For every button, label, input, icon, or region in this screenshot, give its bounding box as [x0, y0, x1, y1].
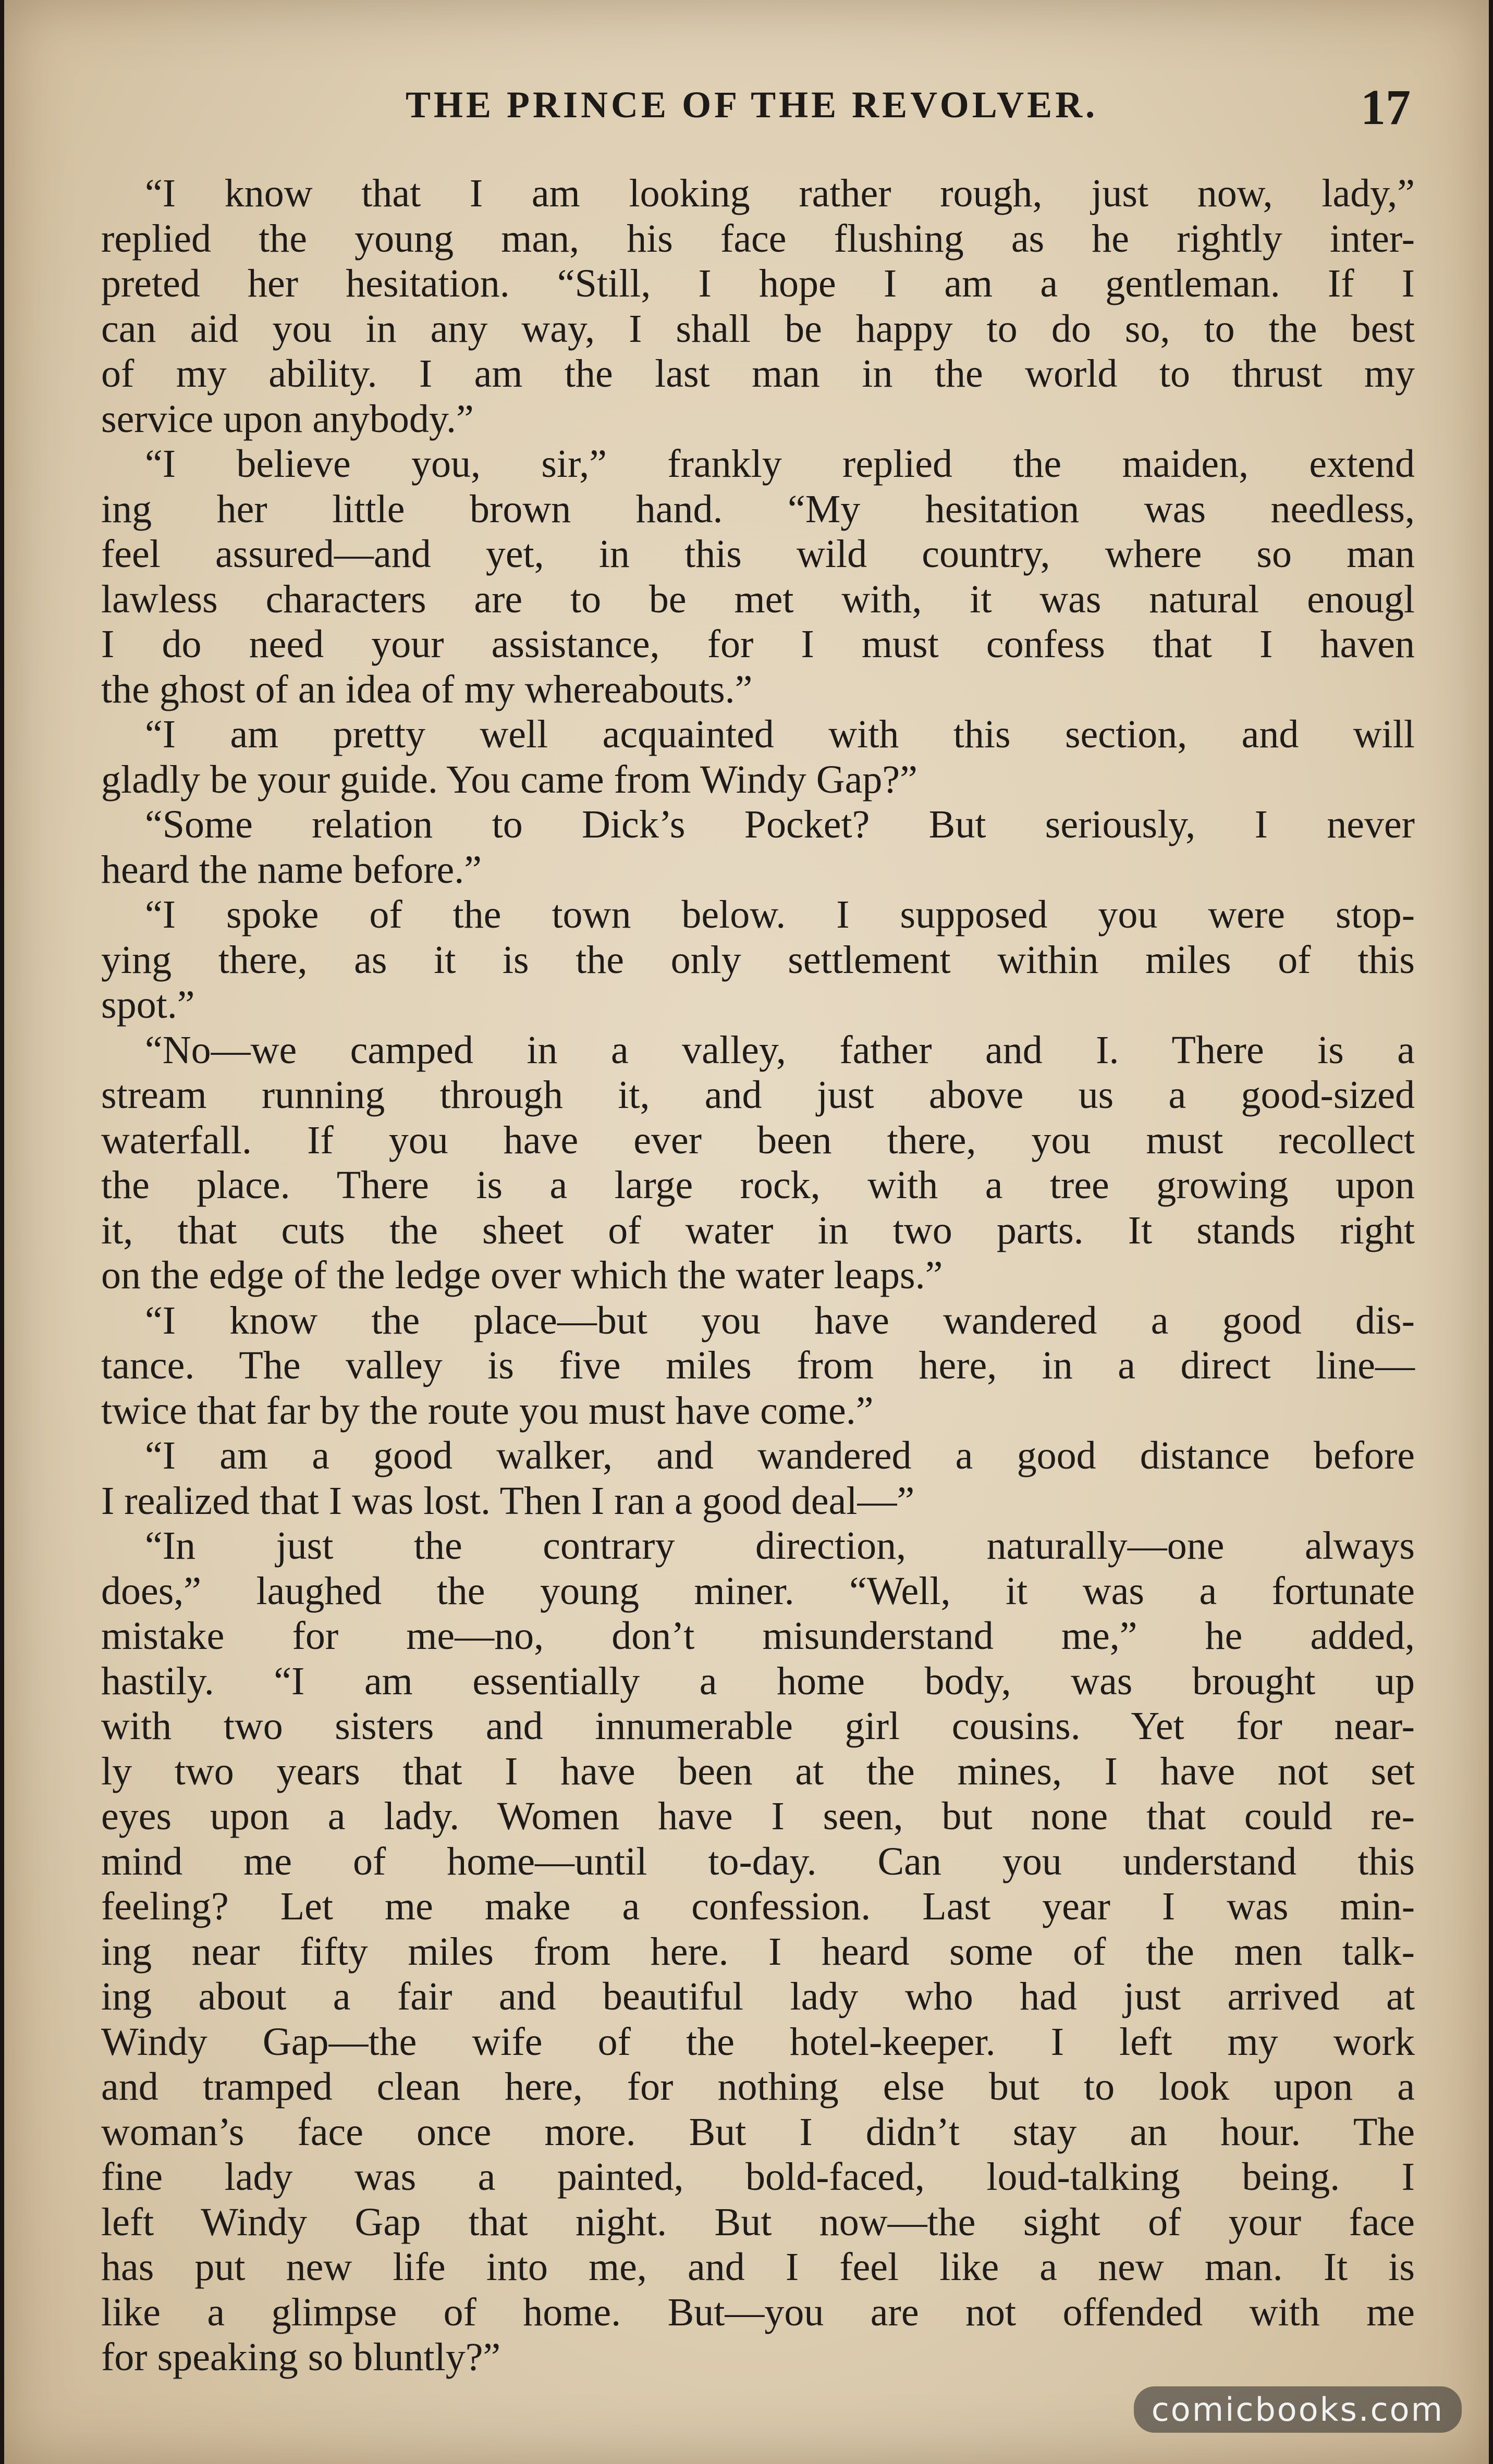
text-line: the ghost of an idea of my whereabouts.” [101, 667, 753, 711]
text-line: “I am pretty well acquainted with this section, and will [145, 712, 1415, 756]
text-line: “I am a good walker, and wandered a good distance before [145, 1434, 1415, 1477]
text-line: for speaking so bluntly?” [101, 2335, 501, 2379]
text-line: “In just the contrary direction, naturally—one always [145, 1524, 1415, 1568]
text-line: ing her little brown hand. “My hesitation was needless, [101, 487, 1415, 531]
text-line: “I believe you, sir,” frankly replied the maiden, extend [145, 442, 1415, 486]
text-line: has put new life into me, and I feel like a new man. It is [101, 2245, 1415, 2289]
text-line: “I know the place—but you have wandered a good dis- [145, 1298, 1415, 1342]
text-line: “Some relation to Dick’s Pocket? But seriously, I never [145, 803, 1415, 846]
text-line: heard the name before.” [101, 847, 482, 892]
text-line: feeling? Let me make a confession. Last year I was min- [101, 1884, 1415, 1928]
text-line: “No—we camped in a valley, father and I. There is a [145, 1028, 1415, 1072]
book-page [4, 0, 1489, 2464]
text-line: of my ability. I am the last man in the world to thrust my [101, 352, 1415, 396]
text-line: eyes upon a lady. Women have I seen, but none that could re- [101, 1794, 1415, 1838]
text-line: gladly be your guide. You came from Windy Gap?” [101, 757, 917, 802]
text-line: ly two years that I have been at the mines, I have not set [101, 1749, 1415, 1793]
text-line: can aid you in any way, I shall be happy to do so, to the best [101, 306, 1415, 351]
text-line: waterfall. If you have ever been there, you must recollect [101, 1118, 1415, 1162]
page-header [4, 78, 1489, 135]
text-line: preted her hesitation. “Still, I hope I am a gentleman. If I [101, 262, 1415, 305]
text-line: ing about a fair and beautiful lady who had just arrived at [101, 1975, 1415, 2018]
text-line: ying there, as it is the only settlement within miles of this [101, 938, 1415, 982]
text-line: woman’s face once more. But I didn’t stay an hour. The [101, 2110, 1415, 2154]
text-line: hastily. “I am essentially a home body, was brought up [101, 1659, 1415, 1703]
text-line: replied the young man, his face flushing as he rightly inter- [101, 216, 1415, 261]
text-line: left Windy Gap that night. But now—the sight of your face [101, 2200, 1415, 2244]
text-line: on the edge of the ledge over which the water leaps.” [101, 1253, 943, 1297]
text-line: ing near fifty miles from here. I heard some of the men talk- [101, 1929, 1415, 1974]
text-line: service upon anybody.” [101, 397, 474, 441]
text-line: fine lady was a painted, bold-faced, loud-talking being. I [101, 2155, 1415, 2199]
watermark: comicbooks.com [1134, 2386, 1462, 2433]
text-line: I do need your assistance, for I must confess that I haven [101, 622, 1415, 666]
running-title: THE PRINCE OF THE REVOLVER. [406, 84, 1098, 126]
text-line: I realized that I was lost. Then I ran a good deal—” [101, 1479, 915, 1523]
text-line: “I spoke of the town below. I supposed you were stop- [145, 893, 1415, 937]
text-line: mind me of home—until to-day. Can you understand this [101, 1839, 1415, 1883]
text-line: with two sisters and innumerable girl cousins. Yet for near- [101, 1704, 1415, 1748]
text-line: it, that cuts the sheet of water in two parts. It stands right [101, 1208, 1415, 1252]
text-line: mistake for me—no, don’t misunderstand me,” he added, [101, 1614, 1415, 1658]
text-line: like a glimpse of home. But—you are not offended with me [101, 2290, 1415, 2334]
text-line: lawless characters are to be met with, it was natural enougl [101, 577, 1415, 621]
text-line: “I know that I am looking rather rough, just now, lady,” [145, 171, 1415, 215]
text-line: and tramped clean here, for nothing else but to look upon a [101, 2065, 1415, 2109]
text-line: Windy Gap—the wife of the hotel-keeper. I left my work [101, 2019, 1415, 2064]
text-line: does,” laughed the young miner. “Well, it was a fortunate [101, 1569, 1415, 1613]
page-number: 17 [1361, 79, 1411, 135]
text-line: twice that far by the route you must have come.” [101, 1388, 874, 1433]
text-line: feel assured—and yet, in this wild country, where so man [101, 532, 1415, 576]
body-text [101, 171, 1415, 2380]
text-line: the place. There is a large rock, with a tree growing upon [101, 1163, 1415, 1207]
text-line: stream running through it, and just above us a good-sized [101, 1073, 1415, 1117]
text-line: spot.” [101, 983, 195, 1027]
text-line: tance. The valley is five miles from here, in a direct line— [101, 1344, 1415, 1387]
